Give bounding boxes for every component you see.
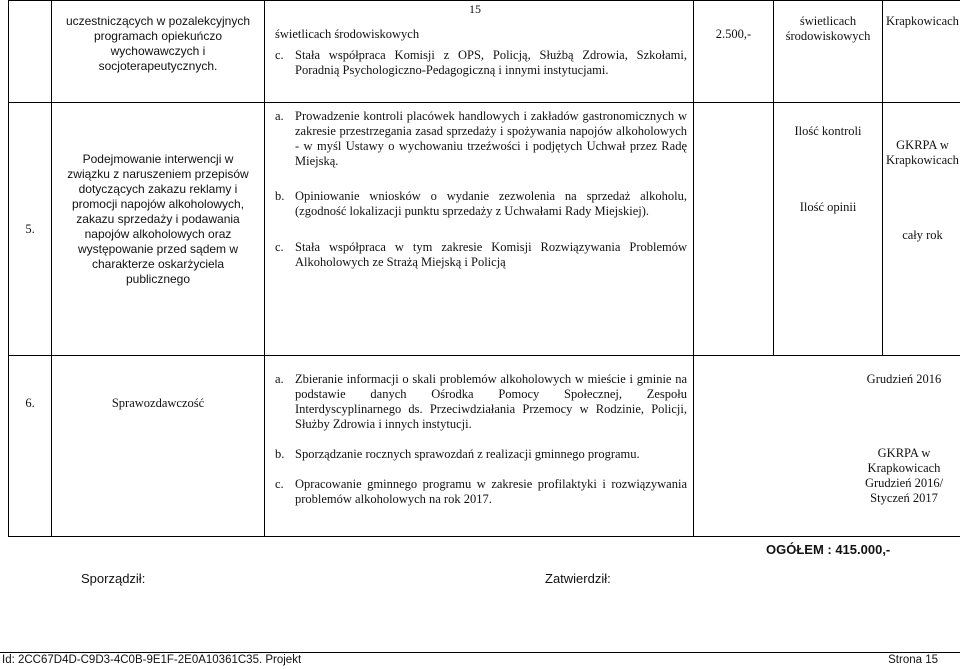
item-letter: a. bbox=[275, 109, 284, 123]
period-text: cały rok bbox=[902, 228, 943, 242]
indicator-opinie: Ilość opinii bbox=[799, 200, 857, 214]
task-cell bbox=[52, 356, 265, 537]
item-text: Opracowanie gminnego programu w zakresie profilaktyki i rozwiązywania problemów alkoholowych na rok 2017. bbox=[295, 477, 687, 506]
cost-cell bbox=[694, 1, 774, 103]
nr-cell: 5. bbox=[9, 103, 52, 356]
method-cell bbox=[265, 103, 694, 356]
footer-divider bbox=[0, 652, 960, 653]
item-letter: b. bbox=[275, 447, 285, 461]
task-text: Podejmowanie interwencji w związku z naruszeniem przepisów dotyczących zakazu reklamy i promocji napojów alkoholowych, zakazu sprzedaży i podawania napojów alkoholowych oraz występowanie przed sądem w charakterze oskarżyciela publicznego bbox=[67, 151, 249, 286]
method-item-a bbox=[275, 109, 687, 169]
item-text: Stała współpraca w tym zakresie Komisji Rozwiązywania Problemów Alkoholowych ze Strażą Miejską i Policją bbox=[295, 240, 687, 269]
nr-cell bbox=[9, 1, 52, 103]
indicator-text: świetlicach środowiskowych bbox=[785, 14, 871, 43]
cost-value: 2.500,- bbox=[715, 27, 752, 41]
page-footer-number: Strona 15 bbox=[888, 654, 938, 666]
deadline-executor-cell bbox=[694, 356, 960, 537]
program-table bbox=[8, 0, 960, 537]
method-item-c bbox=[275, 477, 687, 507]
deadline-2: Grudzień 2016/ Styczeń 2017 bbox=[864, 476, 944, 505]
indicator-cell bbox=[774, 1, 883, 103]
task-cell bbox=[52, 1, 265, 103]
item-text: Opiniowanie wniosków o wydanie zezwolenia na sprzedaż alkoholu, (zgodność lokalizacji punktu sprzedaży z Uchwałami Rady Miejskiej). bbox=[295, 189, 687, 218]
table-row-5 bbox=[9, 103, 960, 356]
item-letter: c. bbox=[275, 477, 284, 491]
item-letter: c. bbox=[275, 240, 284, 254]
method-cell bbox=[265, 1, 694, 103]
grand-total: OGÓŁEM : 415.000,- bbox=[766, 542, 891, 557]
executor-cell bbox=[883, 1, 960, 103]
method-item-c bbox=[275, 48, 687, 78]
page-number: 15 bbox=[469, 2, 481, 16]
method-top-text: świetlicach środowiskowych bbox=[275, 27, 420, 41]
executor-text: GKRPA w Krapkowicach bbox=[886, 138, 959, 167]
item-letter: c. bbox=[275, 48, 284, 62]
table-row-6 bbox=[9, 356, 960, 537]
indicator-kontrole: Ilość kontroli bbox=[794, 124, 862, 138]
indicator-cell bbox=[774, 103, 883, 356]
deadline-1: Grudzień 2016 bbox=[866, 372, 942, 386]
nr-cell bbox=[9, 356, 52, 537]
executor-text: Krapkowicach bbox=[886, 14, 959, 28]
item-letter: a. bbox=[275, 372, 284, 386]
executor-text: GKRPA w Krapkowicach bbox=[867, 446, 941, 475]
approved-by-label: Zatwierdził: bbox=[545, 571, 611, 586]
prepared-by-label: Sporządził: bbox=[81, 571, 146, 586]
task-text: uczestniczących w pozalekcyjnych programach opiekuńczo wychowawczych i socjoterapeutycznych. bbox=[65, 14, 251, 73]
nr-text: 6. bbox=[25, 396, 35, 410]
task-text: Sprawozdawczość bbox=[111, 396, 205, 410]
item-text: Zbieranie informacji o skali problemów alkoholowych w mieście i gminie na podstawie danych Ośrodka Pomocy Społecznej, Zespołu Interdyscyplinarnego ds. Przeciwdziałania Przemocy w Rodzinie, Policji, Służby Zdrowia i innych instytucji. bbox=[295, 372, 687, 431]
document-id: Id: 2CC67D4D-C9D3-4C0B-9E1F-2E0A10361C35. Projekt bbox=[2, 654, 302, 666]
task-cell bbox=[52, 103, 265, 356]
cost-cell bbox=[694, 103, 774, 356]
method-item-b bbox=[275, 447, 687, 462]
item-text: Prowadzenie kontroli placówek handlowych i zakładów gastronomicznych w zakresie przestrzegania zasad sprzedaży i spożywania napojów alkoholowych - w myśl Ustawy o wychowaniu trzeźwości i podjętych Uchwał przez Radę Miejską. bbox=[295, 109, 687, 168]
item-letter: b. bbox=[275, 189, 285, 203]
method-item-b bbox=[275, 189, 687, 219]
table-row-continued bbox=[9, 1, 960, 103]
executor-cell bbox=[883, 103, 960, 356]
method-cell bbox=[265, 356, 694, 537]
method-item-c bbox=[275, 240, 687, 270]
method-item-a bbox=[275, 372, 687, 432]
item-text: Sporządzanie rocznych sprawozdań z realizacji gminnego programu. bbox=[295, 447, 640, 461]
item-text: Stała współpraca Komisji z OPS, Policją, Służbą Zdrowia, Szkołami, Poradnią Psychologiczno-Pedagogiczną i innymi instytucjami. bbox=[295, 48, 687, 77]
